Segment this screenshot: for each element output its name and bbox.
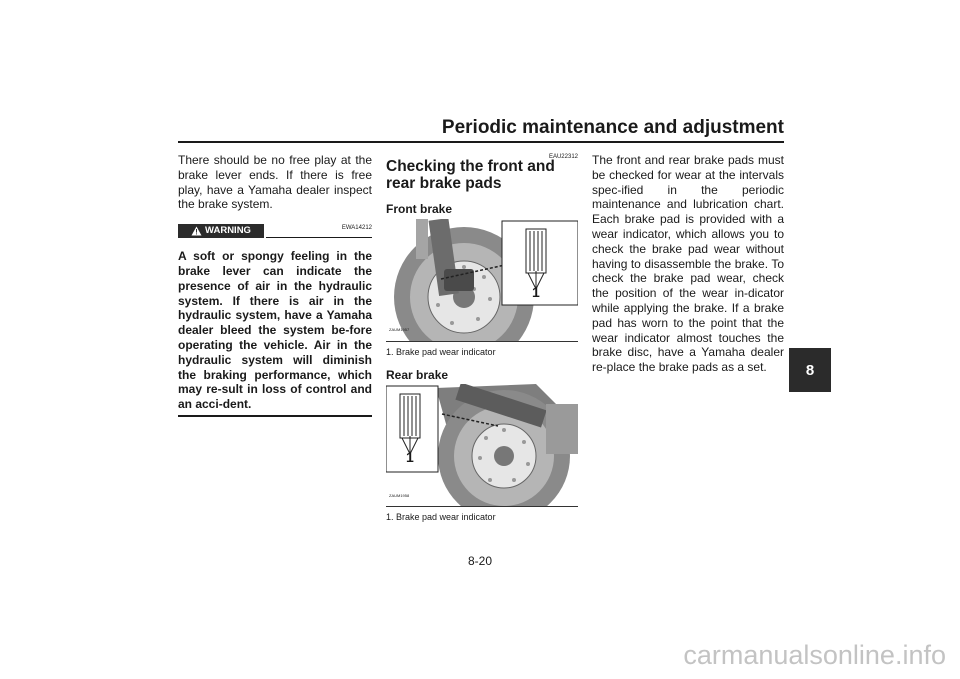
warning-triangle-icon <box>191 226 202 236</box>
rear-brake-heading: Rear brake <box>386 367 449 382</box>
rear-brake-figure <box>386 384 578 507</box>
rear-figure-code: ZAUM1958 <box>389 492 410 498</box>
page-header-title: Periodic maintenance and adjustment <box>441 117 784 138</box>
warning-badge <box>178 224 264 238</box>
front-figure-code: ZAUM1957 <box>389 327 410 332</box>
warning-text: A soft or spongy feeling in the brake lever can indicate the presence of air in the hydraulic system. If there is air in the hydraulic system, have a Yamaha dealer bleed the system be-fore operating the vehicle. Air in the hydraulic system will diminish the braking performance, which may re-sult in loss of control and an acci-dent. <box>178 249 372 412</box>
intro-paragraph: There should be no free play at the brake lever ends. If there is free play, have a Yamaha dealer inspect the brake system. <box>178 153 372 212</box>
front-brake-figure <box>386 219 578 342</box>
rear-brake-illustration <box>386 384 578 506</box>
section-code: EAU22312 <box>548 154 578 160</box>
warning-code: EWA14212 <box>341 225 372 232</box>
warning-header-rule <box>266 237 372 238</box>
rear-callout-number: 1 <box>406 449 414 466</box>
header-rule <box>178 141 784 143</box>
front-brake-heading: Front brake <box>386 202 453 216</box>
warning-end-rule <box>178 415 372 417</box>
middle-column <box>386 156 578 525</box>
warning-label: WARNING <box>205 224 251 236</box>
front-figure-caption: 1. Brake pad wear indicator <box>386 346 496 357</box>
page-number: 8-20 <box>467 554 493 568</box>
chapter-tab[interactable]: 8 <box>789 348 831 392</box>
rear-figure-caption: 1. Brake pad wear indicator <box>386 512 496 523</box>
section-title: Checking the front and rear brake pads <box>386 158 555 192</box>
right-column-text: The front and rear brake pads must be checked for wear at the intervals spec-ified in the periodic maintenance and lubrication chart. Each brake pad is provided with a wear indicator, which allows you to check the brake pad wear without having to disassemble the brake. To check the brake pad wear, check the position of the wear in-dicator while applying the brake. If a brake pad has worn to the point that the wear indicator almost touches the brake disc, have a Yamaha dealer re-place the brake pads as a set. <box>592 153 784 375</box>
left-column <box>178 153 372 417</box>
warning-header <box>178 220 372 242</box>
watermark[interactable]: carmanualsonline.info <box>683 640 946 670</box>
front-brake-illustration <box>386 219 578 341</box>
front-callout-number: 1 <box>532 283 540 300</box>
